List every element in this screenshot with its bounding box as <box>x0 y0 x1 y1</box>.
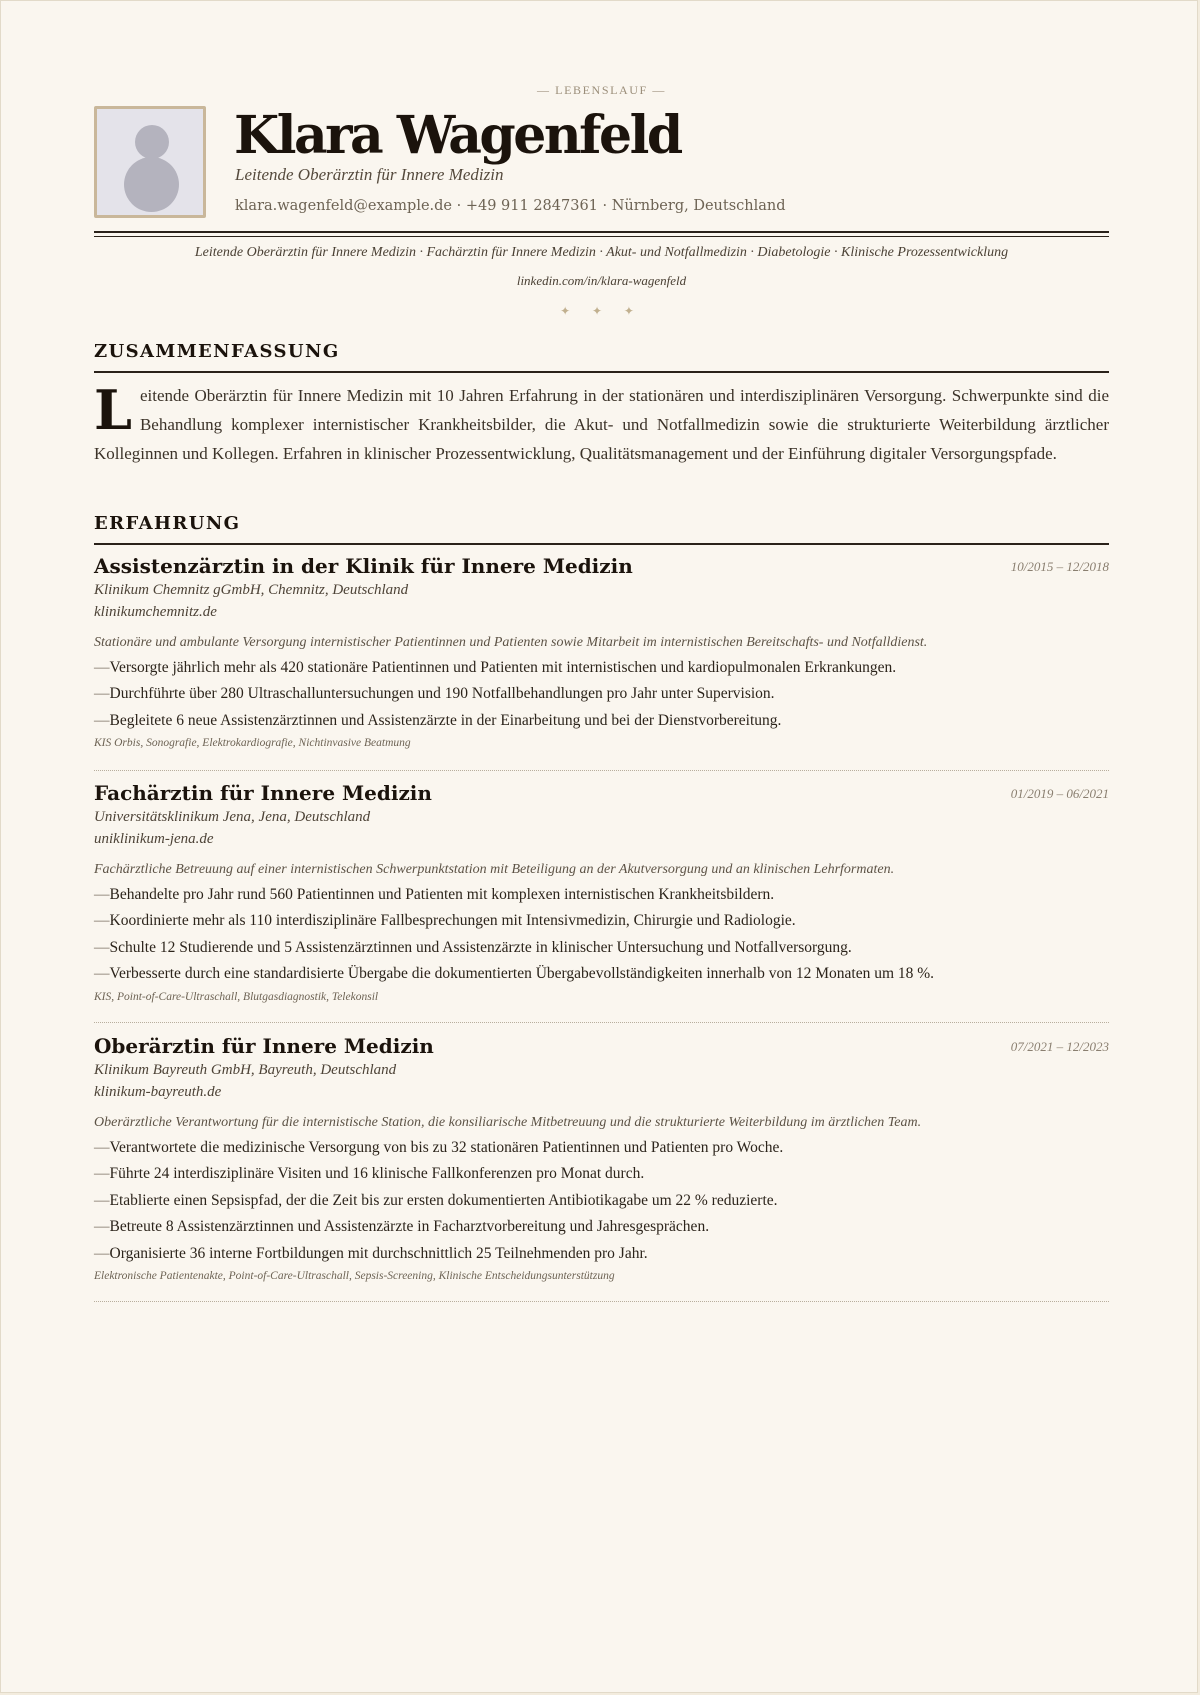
bullet-dash-icon: — <box>94 1139 110 1156</box>
job-website[interactable]: klinikumchemnitz.de <box>94 604 217 620</box>
linkedin-link[interactable]: linkedin.com/in/klara-wagenfeld <box>516 273 687 288</box>
bullet-dash-icon: — <box>94 711 110 729</box>
job-bullet: —Verantwortete die medizinische Versorgung von bis zu 32 stationären Patientinnen und Patienten pro Woche. <box>94 1139 784 1156</box>
bullet-dash-icon: — <box>94 912 110 930</box>
bullet-dash-icon: — <box>94 1218 110 1236</box>
job-website[interactable]: uniklinikum-jena.de <box>94 831 214 847</box>
job-website[interactable]: klinikum-bayreuth.de <box>94 1084 222 1100</box>
job-bullet: —Koordinierte mehr als 110 interdisziplinäre Fallbesprechungen mit Intensivmedizin, Chirurgie und Radiologie. <box>94 912 796 930</box>
experience-entry <box>94 1033 1109 1285</box>
summary-heading: ZUSAMMENFASSUNG <box>94 341 1109 373</box>
summary-paragraph <box>94 378 1109 468</box>
bullet-dash-icon: — <box>94 1191 110 1209</box>
candidate-name: Klara Wagenfeld <box>234 105 681 166</box>
summary-dropcap: L <box>94 378 132 442</box>
job-bullet-list <box>94 882 1109 988</box>
job-company: Klinikum Chemnitz gGmbH, Chemnitz, Deutschland <box>94 582 409 598</box>
job-company: Klinikum Bayreuth GmbH, Bayreuth, Deutschland <box>94 1062 397 1078</box>
job-bullet: —Durchführte über 280 Ultraschalluntersuchungen und 190 Notfallbehandlungen pro Jahr unter Supervision. <box>94 685 775 703</box>
job-date: 07/2021 – 12/2023 <box>1010 1039 1109 1054</box>
job-description: Fachärztliche Betreuung auf einer internistischen Schwerpunktstation mit Beteiligung an der Akutversorgung und an klinischen Lehrformaten. <box>94 862 895 877</box>
bullet-dash-icon: — <box>94 1165 110 1183</box>
job-bullet: —Versorgte jährlich mehr als 420 stationäre Patientinnen und Patienten mit internistischen und kardiopulmonalen Erkrankungen. <box>94 659 897 676</box>
bullet-dash-icon: — <box>94 938 110 956</box>
document-kicker: — LEBENSLAUF — <box>536 83 667 97</box>
entry-divider <box>94 770 1109 771</box>
bullet-dash-icon: — <box>94 685 110 703</box>
job-title: Fachärztin für Innere Medizin <box>94 781 432 805</box>
job-bullet: —Organisierte 36 interne Fortbildungen mit durchschnittlich 25 Teilnehmenden pro Jahr. <box>94 1244 648 1262</box>
job-date: 10/2015 – 12/2018 <box>1010 559 1109 574</box>
candidate-role: Leitende Oberärztin für Innere Medizin <box>235 165 504 184</box>
bullet-dash-icon: — <box>94 659 110 676</box>
bullet-dash-icon: — <box>94 886 110 903</box>
experience-heading: ERFAHRUNG <box>94 513 1109 545</box>
job-description: Oberärztliche Verantwortung für die internistische Station, die konsiliarische Mitbetreuung und die strukturierte Weiterbildung im ärztlichen Team. <box>94 1115 922 1130</box>
job-description: Stationäre und ambulante Versorgung internistischer Patientinnen und Patienten sowie Mitarbeit im internistischen Bereitschafts- und Notfalldienst. <box>94 635 928 650</box>
entry-divider <box>94 1301 1109 1302</box>
avatar-body-icon <box>124 157 179 212</box>
bullet-dash-icon: — <box>94 1244 110 1262</box>
job-bullet: —Begleitete 6 neue Assistenzärztinnen und Assistenzärzte in der Einarbeitung und bei der Dienstvorbereitung. <box>94 711 782 729</box>
job-bullet-list <box>94 655 1109 734</box>
experience-entry <box>94 780 1109 1006</box>
specialties-tagline: Leitende Oberärztin für Innere Medizin · Fachärztin für Innere Medizin · Akut- und Notfallmedizin · Diabetologie · Klinische Prozessentwicklung <box>194 245 1009 260</box>
bullet-dash-icon: — <box>94 965 110 983</box>
summary-text: eitende Oberärztin für Innere Medizin mit 10 Jahren Erfahrung in der stationären und interdisziplinären Versorgung. Schwerpunkte sind die Behandlung komplexer internistischer Krankheitsbilder, die Akut- und Notfallmedizin sowie die strukturierte Weiterbildung ärztlicher Kolleginnen und Kollegen. Erfahren in klinischer Prozessentwicklung, Qualitätsmanagement und der Einführung digitaler Versorgungspfade. <box>94 386 1109 463</box>
job-bullet: —Behandelte pro Jahr rund 560 Patientinnen und Patienten mit komplexen internistischen Krankheitsbildern. <box>94 886 775 903</box>
job-bullet: —Führte 24 interdisziplinäre Visiten und 16 klinische Fallkonferenzen pro Monat durch. <box>94 1165 645 1183</box>
job-company: Universitätsklinikum Jena, Jena, Deutschland <box>94 809 371 825</box>
job-bullet: —Verbesserte durch eine standardisierte Übergabe die dokumentierten Übergabevollständigkeiten innerhalb von 12 Monaten um 18 %. <box>94 965 935 983</box>
entry-divider <box>94 1022 1109 1023</box>
job-bullet: —Betreute 8 Assistenzärztinnen und Assistenzärzte in Facharztvorbereitung und Jahresgesprächen. <box>94 1218 710 1236</box>
job-skills: KIS, Point-of-Care-Ultraschall, Blutgasdiagnostik, Telekonsil <box>94 990 379 1003</box>
job-title: Oberärztin für Innere Medizin <box>94 1034 434 1058</box>
job-bullet: —Etablierte einen Sepsispfad, der die Zeit bis zur ersten dokumentierten Antibiotikagabe um 22 % reduzierte. <box>94 1191 778 1209</box>
ornament-divider: ✦ ✦ ✦ <box>560 304 643 318</box>
job-date: 01/2019 – 06/2021 <box>1010 786 1109 801</box>
contact-line: klara.wagenfeld@example.de · +49 911 2847361 · Nürnberg, Deutschland <box>235 198 786 214</box>
job-bullet: —Schulte 12 Studierende und 5 Assistenzärztinnen und Assistenzärzte in klinischer Untersuchung und Notfallversorgung. <box>94 938 852 956</box>
job-skills: KIS Orbis, Sonografie, Elektrokardiografie, Nichtinvasive Beatmung <box>94 737 411 750</box>
header-divider <box>94 231 1109 237</box>
job-skills: Elektronische Patientenakte, Point-of-Care-Ultraschall, Sepsis-Screening, Klinische Entscheidungsunterstützung <box>94 1270 615 1283</box>
experience-entry <box>94 553 1109 752</box>
job-title: Assistenzärztin in der Klinik für Innere Medizin <box>94 554 633 578</box>
job-bullet-list <box>94 1135 1109 1267</box>
avatar-head-icon <box>135 125 169 159</box>
profile-photo-placeholder <box>94 106 206 218</box>
